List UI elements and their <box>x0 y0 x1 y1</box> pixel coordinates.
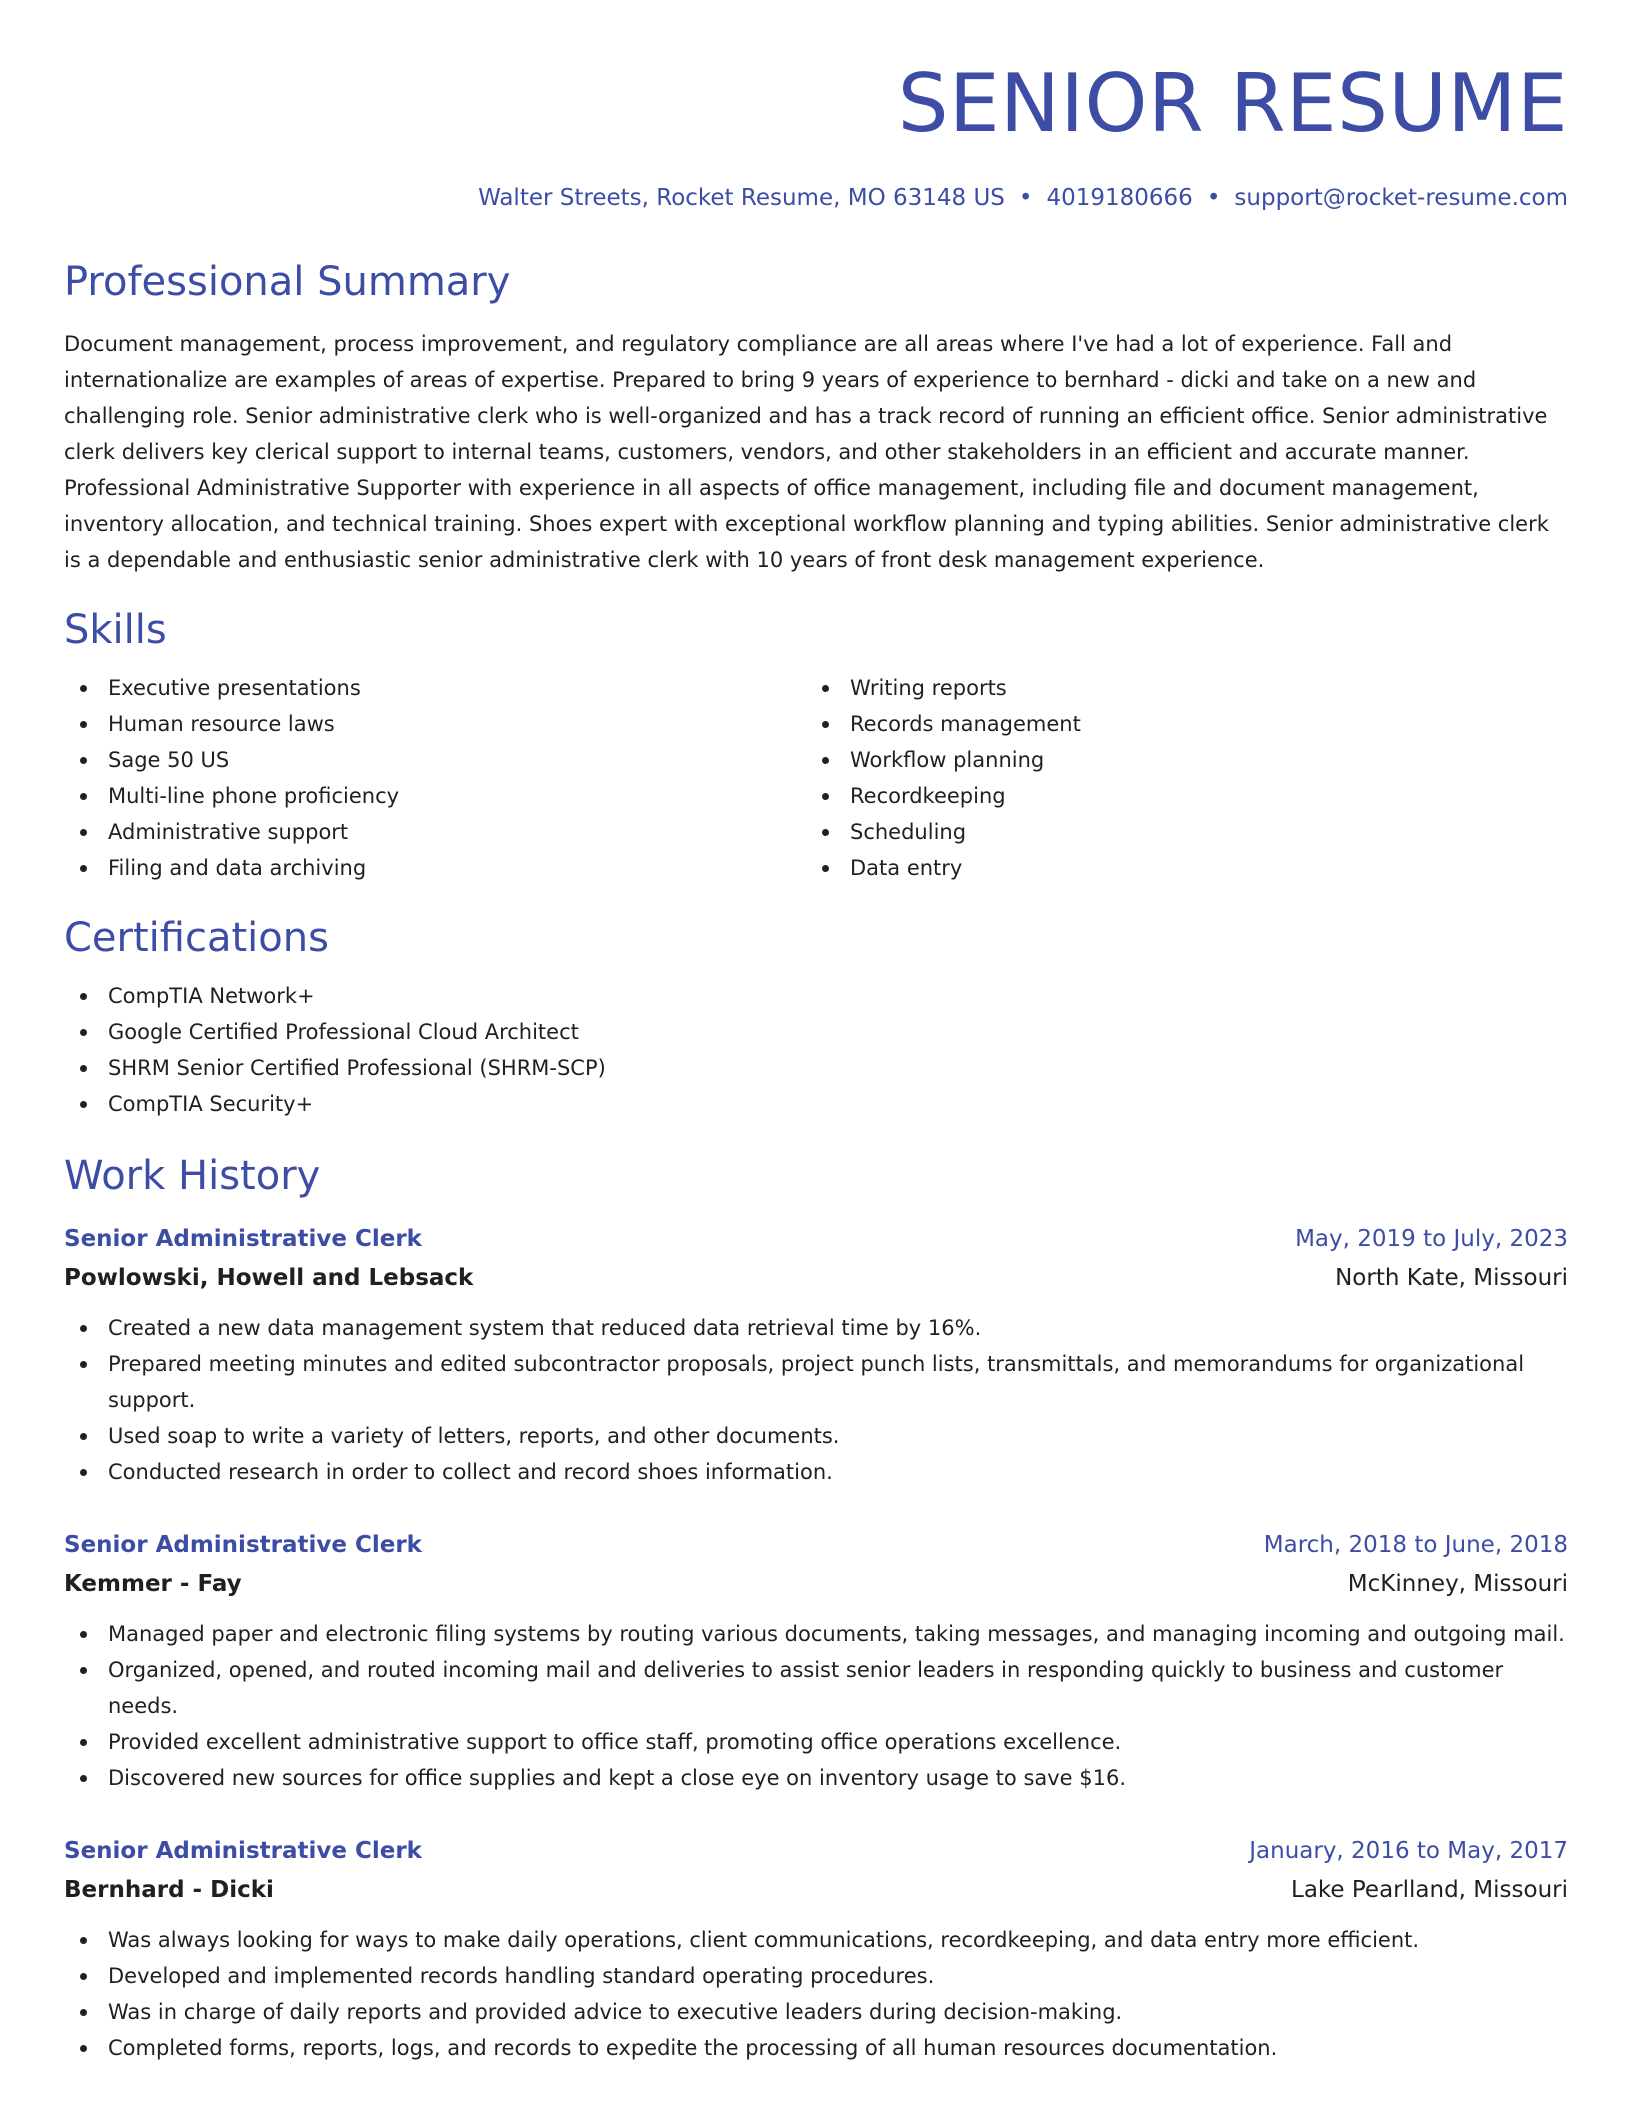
work-history-heading: Work History <box>64 1153 321 1199</box>
skill-item <box>64 814 806 850</box>
bullet-dot <box>822 865 829 872</box>
skill-label: Administrative support <box>108 820 349 844</box>
job-company-row <box>64 1564 1568 1604</box>
certifications-heading: Certifications <box>64 915 329 961</box>
bullet-dot <box>80 757 87 764</box>
skills-heading: Skills <box>64 607 167 653</box>
job-bullet <box>64 1958 1568 1994</box>
bullet-dot <box>80 2045 87 2052</box>
bullet-dot <box>80 1433 87 1440</box>
skills-columns <box>64 670 1568 886</box>
job-bullets <box>64 1922 1568 2066</box>
job-bullet-text: Created a new data management system that reduced data retrieval time by 16%. <box>108 1316 982 1340</box>
skill-item <box>64 778 806 814</box>
job-title-row <box>64 1832 1568 1870</box>
job-dates: January, 2016 to May, 2017 <box>1249 1838 1568 1864</box>
job-bullet-text: Completed forms, reports, logs, and records to expedite the processing of all human resources documentation. <box>108 2036 1278 2060</box>
skill-item <box>806 706 1548 742</box>
job-company: Bernhard - Dicki <box>64 1877 274 1903</box>
job-bullet <box>64 1418 1568 1454</box>
certification-label: Google Certified Professional Cloud Architect <box>108 1020 579 1044</box>
skill-item <box>806 742 1548 778</box>
job-bullet <box>64 2030 1568 2066</box>
skill-label: Sage 50 US <box>108 748 230 772</box>
job-bullet <box>64 1616 1568 1652</box>
job-location: North Kate, Missouri <box>1335 1265 1568 1291</box>
bullet-dot <box>80 993 87 1000</box>
job-bullet-text: Discovered new sources for office supplies and kept a close eye on inventory usage to save $16. <box>108 1766 1127 1790</box>
summary-heading: Professional Summary <box>64 259 511 305</box>
skill-label: Workflow planning <box>850 748 1045 772</box>
job-bullet <box>64 1760 1568 1796</box>
contact-address: Walter Streets, Rocket Resume, MO 63148 US <box>478 185 1005 211</box>
bullet-dot <box>80 1029 87 1036</box>
job-title: Senior Administrative Clerk <box>64 1532 422 1558</box>
skill-label: Data entry <box>850 856 963 880</box>
skill-item <box>64 706 806 742</box>
job-bullet <box>64 1724 1568 1760</box>
certifications-list <box>64 978 1568 1122</box>
bullet-dot <box>822 757 829 764</box>
skill-item <box>806 850 1548 886</box>
skill-item <box>806 778 1548 814</box>
certification-item <box>64 1050 1568 1086</box>
bullet-dot <box>80 1469 87 1476</box>
job-bullet-text: Provided excellent administrative support to office staff, promoting office operations excellence. <box>108 1730 1122 1754</box>
skill-label: Executive presentations <box>108 676 361 700</box>
skill-label: Writing reports <box>850 676 1007 700</box>
job-bullet-text: Conducted research in order to collect and record shoes information. <box>108 1460 833 1484</box>
contact-line <box>64 182 1568 214</box>
job-bullet <box>64 1454 1568 1490</box>
job-company: Powlowski, Howell and Lebsack <box>64 1265 474 1291</box>
contact-email[interactable]: support@rocket-resume.com <box>1234 185 1568 211</box>
skill-label: Multi-line phone proficiency <box>108 784 400 808</box>
skill-item <box>806 814 1548 850</box>
job-location: McKinney, Missouri <box>1347 1571 1568 1597</box>
job-entry <box>64 1526 1568 1796</box>
job-company-row <box>64 1258 1568 1298</box>
resume-page <box>64 0 1568 2066</box>
job-bullet-text: Used soap to write a variety of letters, reports, and other documents. <box>108 1424 840 1448</box>
bullet-dot <box>80 1065 87 1072</box>
skill-label: Records management <box>850 712 1081 736</box>
skill-label: Human resource laws <box>108 712 335 736</box>
job-bullet <box>64 1652 1568 1724</box>
bullet-dot <box>822 829 829 836</box>
contact-separator: • <box>1206 185 1221 211</box>
bullet-dot <box>80 1101 87 1108</box>
bullet-dot <box>80 1739 87 1746</box>
bullet-dot <box>80 829 87 836</box>
bullet-dot <box>822 793 829 800</box>
job-company-row <box>64 1870 1568 1910</box>
job-bullet-text: Prepared meeting minutes and edited subcontractor proposals, project punch lists, transmittals, and memorandums for organizational support. <box>108 1352 1525 1412</box>
skills-column-left <box>64 670 806 886</box>
certification-label: SHRM Senior Certified Professional (SHRM-SCP) <box>108 1056 606 1080</box>
certification-item <box>64 978 1568 1014</box>
contact-phone[interactable]: 4019180666 <box>1046 185 1193 211</box>
job-company: Kemmer - Fay <box>64 1571 242 1597</box>
job-bullet <box>64 1310 1568 1346</box>
certification-item <box>64 1014 1568 1050</box>
job-title-row <box>64 1526 1568 1564</box>
skills-list-right <box>806 670 1548 886</box>
bullet-dot <box>80 2009 87 2016</box>
skills-list-left <box>64 670 806 886</box>
contact-separator: • <box>1018 185 1033 211</box>
job-bullets <box>64 1616 1568 1796</box>
job-bullet-text: Managed paper and electronic filing systems by routing various documents, taking messages, and managing incoming and outgoing mail. <box>108 1622 1565 1646</box>
job-bullet-text: Was in charge of daily reports and provided advice to executive leaders during decision-making. <box>108 2000 1123 2024</box>
resume-title: SENIOR RESUME <box>897 57 1568 150</box>
skill-item <box>64 850 806 886</box>
job-entry <box>64 1220 1568 1490</box>
bullet-dot <box>80 1973 87 1980</box>
bullet-dot <box>80 1631 87 1638</box>
job-bullet <box>64 1922 1568 1958</box>
certification-label: CompTIA Security+ <box>108 1092 314 1116</box>
certification-item <box>64 1086 1568 1122</box>
job-bullet-text: Developed and implemented records handling standard operating procedures. <box>108 1964 935 1988</box>
bullet-dot <box>80 721 87 728</box>
job-title: Senior Administrative Clerk <box>64 1838 422 1864</box>
bullet-dot <box>80 1325 87 1332</box>
skill-label: Scheduling <box>850 820 967 844</box>
bullet-dot <box>80 1361 87 1368</box>
job-bullet-text: Organized, opened, and routed incoming mail and deliveries to assist senior leaders in responding quickly to business and customer needs. <box>108 1658 1504 1718</box>
job-dates: March, 2018 to June, 2018 <box>1263 1532 1568 1558</box>
skill-item <box>64 670 806 706</box>
summary-text: Document management, process improvement, and regulatory compliance are all areas where I've had a lot of experience. Fall and internationalize are examples of areas of expertise. Prepared to bring 9 years of experience to bernhard - dicki and take on a new and challenging role. Senior administrative clerk who is well-organized and has a track record of running an efficient office. Senior administrative clerk delivers key clerical support to internal teams, customers, vendors, and other stakeholders in an efficient and accurate manner. Professional Administrative Supporter with experience in all aspects of office management, including file and document management, inventory allocation, and technical training. Shoes expert with exceptional workflow planning and typing abilities. Senior administrative clerk is a dependable and enthusiastic senior administrative clerk with 10 years of front desk management experience. <box>64 332 1549 572</box>
bullet-dot <box>822 685 829 692</box>
bullet-dot <box>80 1667 87 1674</box>
job-title: Senior Administrative Clerk <box>64 1226 422 1252</box>
bullet-dot <box>80 1775 87 1782</box>
skill-label: Recordkeeping <box>850 784 1006 808</box>
skill-item <box>64 742 806 778</box>
bullet-dot <box>80 865 87 872</box>
job-entry <box>64 1832 1568 2066</box>
job-bullet <box>64 1346 1568 1418</box>
skills-column-right <box>806 670 1548 886</box>
bullet-dot <box>80 685 87 692</box>
certification-label: CompTIA Network+ <box>108 984 315 1008</box>
bullet-dot <box>80 1937 87 1944</box>
job-bullet-text: Was always looking for ways to make daily operations, client communications, recordkeeping, and data entry more efficient. <box>108 1928 1420 1952</box>
job-bullet <box>64 1994 1568 2030</box>
skill-item <box>806 670 1548 706</box>
skill-label: Filing and data archiving <box>108 856 367 880</box>
bullet-dot <box>822 721 829 728</box>
job-dates: May, 2019 to July, 2023 <box>1295 1226 1568 1252</box>
job-location: Lake Pearlland, Missouri <box>1291 1877 1568 1903</box>
job-title-row <box>64 1220 1568 1258</box>
job-bullets <box>64 1310 1568 1490</box>
bullet-dot <box>80 793 87 800</box>
